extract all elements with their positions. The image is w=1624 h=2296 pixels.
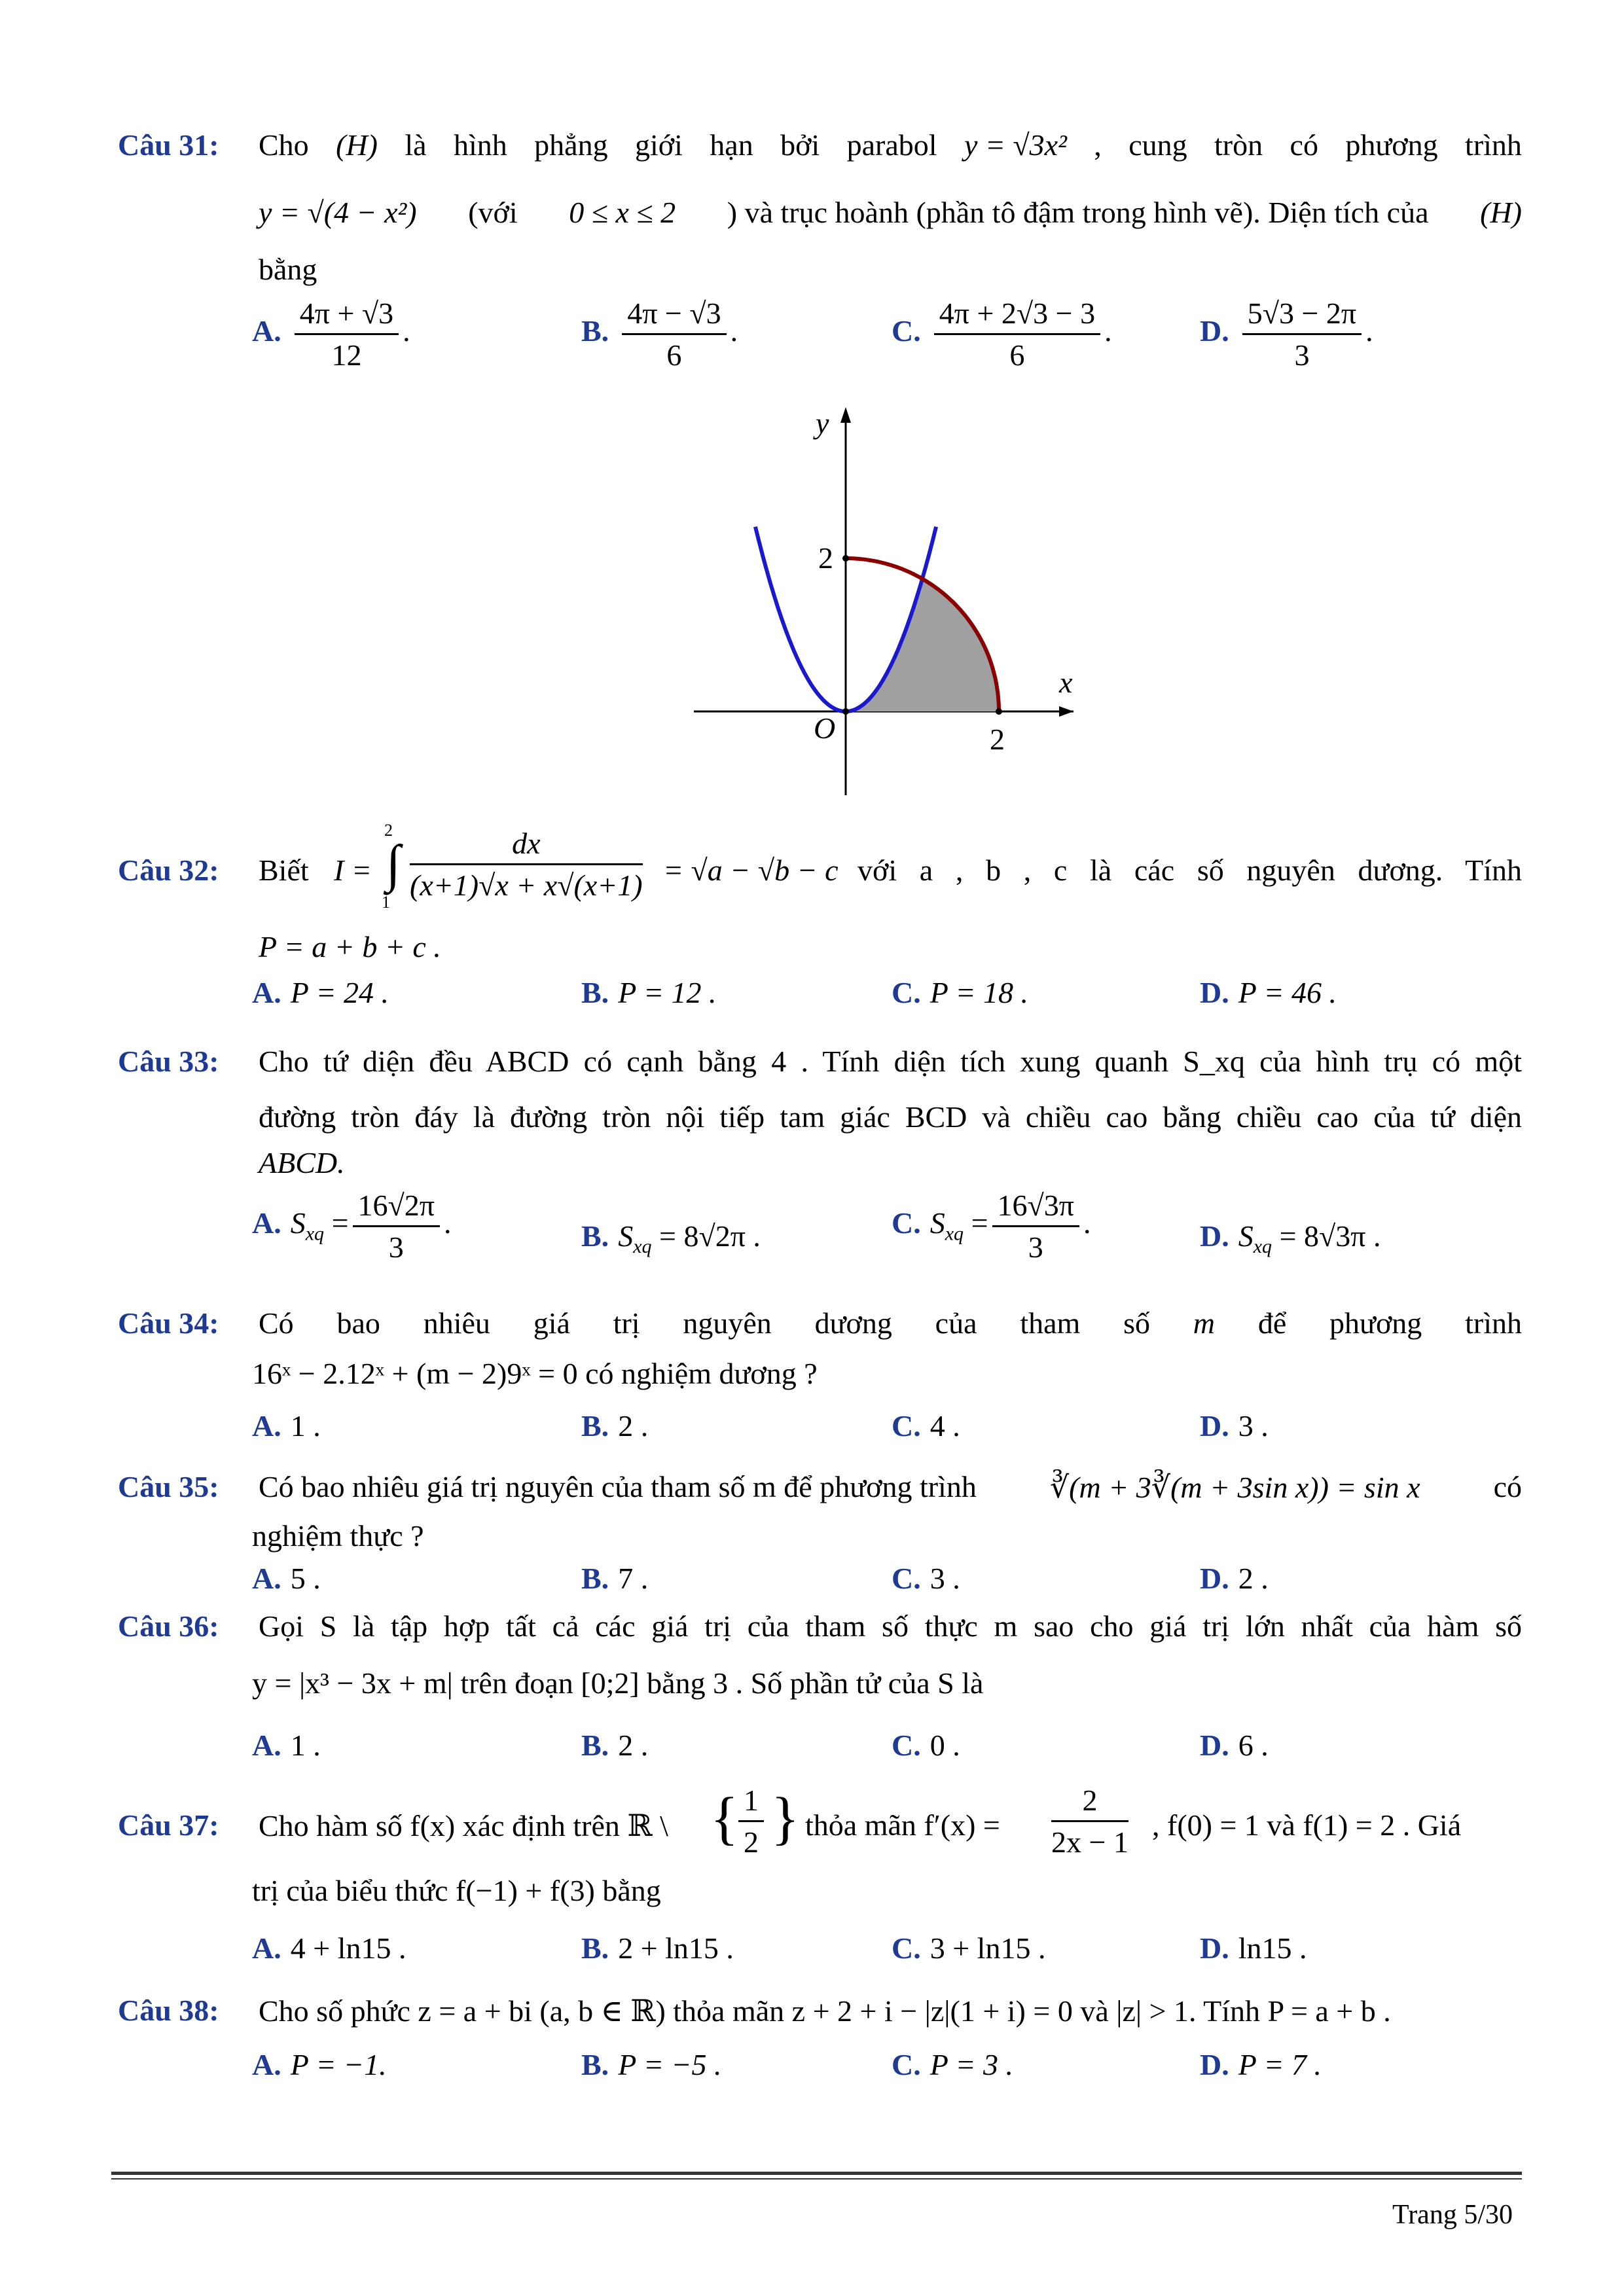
origin-label: O xyxy=(814,711,836,745)
q37-answer-b[interactable]: B. 2 + ln15 . xyxy=(581,1931,734,1965)
x-axis-arrow xyxy=(1059,706,1074,717)
point-x2 xyxy=(996,708,1002,715)
q36-line2: y = |x³ − 3x + m| trên đoạn [0;2] bằng 3 . Số phần tử của S là xyxy=(252,1666,984,1700)
q32-line2: P = a + b + c . xyxy=(259,930,441,963)
x-tick-label: 2 xyxy=(990,723,1005,756)
q31-line1: Cho (H) là hình phẳng giới hạn bởi parabol y = √3x² , cung tròn có phương trình xyxy=(259,128,1522,162)
q34-answer-b[interactable]: B. 2 . xyxy=(581,1409,649,1443)
q32-answer-d[interactable]: D. P = 46 . xyxy=(1200,976,1337,1009)
q35-line1: Có bao nhiêu giá trị nguyên của tham số m để phương trình ∛(m + 3∛(m + 3sin x)) = sin x có xyxy=(259,1470,1522,1504)
q34-line2: 16ˣ − 2.12ˣ + (m − 2)9ˣ = 0 có nghiệm dương ? xyxy=(252,1357,818,1390)
q38-answer-b[interactable]: B. P = −5 . xyxy=(581,2048,722,2081)
q35-answer-b[interactable]: B. 7 . xyxy=(581,1562,649,1595)
x-axis-label: x xyxy=(1059,666,1073,699)
q32-answer-a[interactable]: A. P = 24 . xyxy=(252,976,389,1009)
q35-answer-c[interactable]: C. 3 . xyxy=(892,1562,960,1595)
q34-answer-c[interactable]: C. 4 . xyxy=(892,1409,960,1443)
q36-line1: Gọi S là tập hợp tất cả các giá trị của tham số thực m sao cho giá trị lớn nhất của hàm số xyxy=(259,1609,1522,1643)
q36-number: Câu 36: xyxy=(118,1609,219,1643)
set-fraction: $\frac{1}{2}$ xyxy=(738,1783,764,1859)
q31-answer-c[interactable]: C. $\frac{4\pi + 2√3 - 3}{6}$ . xyxy=(892,296,1112,372)
q37-answer-a[interactable]: A. 4 + ln15 . xyxy=(252,1931,406,1965)
q34-line1: Có bao nhiêu giá trị nguyên dương của tham số m để phương trình xyxy=(259,1306,1522,1340)
q35-line2: nghiệm thực ? xyxy=(252,1519,424,1552)
q36-answer-c[interactable]: C. 0 . xyxy=(892,1729,960,1762)
q37-line1: Cho hàm số f(x) xác định trên ℝ \ { $\frac{1}{2}$ } thỏa mãn f′(x) = $\frac{2}{2x - 1}$ , f(0) = 1 và f(1) = 2 . Giá xyxy=(259,1784,1462,1859)
shaded-region xyxy=(846,579,999,711)
q34-answer-d[interactable]: D. 3 . xyxy=(1200,1409,1269,1443)
q32-integrand: $\frac{dx}{(x+1)√x + x√(x+1)}$ xyxy=(410,827,643,902)
q38-answer-c[interactable]: C. P = 3 . xyxy=(892,2048,1014,2081)
deriv-fraction: $\frac{2}{2x - 1}$ xyxy=(1051,1784,1128,1859)
q33-answer-d[interactable]: D. $S_{xq} = 8√3\pi$ . xyxy=(1200,1219,1381,1258)
q33-line2: đường tròn đáy là đường tròn nội tiếp tam giác BCD và chiều cao bằng chiều cao của tứ diện xyxy=(259,1100,1522,1134)
q32-answer-b[interactable]: B. P = 12 . xyxy=(581,976,717,1009)
q33-answer-a[interactable]: A. $S_{xq}$ = $\frac{16√2\pi}{3}$ . xyxy=(252,1189,452,1264)
q37-line2: trị của biểu thức f(−1) + f(3) bằng xyxy=(252,1874,661,1907)
q31-answer-d[interactable]: D. $\frac{5√3 - 2\pi}{3}$ . xyxy=(1200,296,1373,372)
page-number: Trang 5/30 xyxy=(1392,2200,1513,2230)
q32-answer-c[interactable]: C. P = 18 . xyxy=(892,976,1029,1009)
q32-line1: Biết I = ∫ 2 1 $\frac{dx}{(x+1)√x + x√(x+1)}$ = √a − √b − c với a , b , c là các số nguyên dương. Tính xyxy=(259,821,1522,912)
q31-line3: bằng xyxy=(259,253,317,286)
q33-line1: Cho tứ diện đều ABCD có cạnh bằng 4 . Tính diện tích xung quanh S_xq của hình trụ có một xyxy=(259,1045,1522,1078)
q35-answer-a[interactable]: A. 5 . xyxy=(252,1562,321,1595)
y-tick-label: 2 xyxy=(818,541,833,575)
q38-number: Câu 38: xyxy=(118,1994,219,2027)
q37-answer-c[interactable]: C. 3 + ln15 . xyxy=(892,1931,1046,1965)
q31-line2: y = √(4 − x²) (với 0 ≤ x ≤ 2 ) và trục hoành (phần tô đậm trong hình vẽ). Diện tích của (H) xyxy=(259,196,1522,229)
q33-answer-b[interactable]: B. $S_{xq} = 8√2\pi$ . xyxy=(581,1219,761,1258)
q36-answer-d[interactable]: D. 6 . xyxy=(1200,1729,1269,1762)
q38-line1: Cho số phức z = a + bi (a, b ∈ ℝ) thỏa mãn z + 2 + i − |z|(1 + i) = 0 và |z| > 1. Tính P = a + b . xyxy=(259,1994,1391,2028)
q36-answer-a[interactable]: A. 1 . xyxy=(252,1729,321,1762)
origin-point xyxy=(842,708,849,715)
y-axis-arrow xyxy=(840,407,851,423)
q31-answer-b[interactable]: B. $\frac{4\pi - √3}{6}$ . xyxy=(581,296,738,372)
q33-answer-c[interactable]: C. $S_{xq}$ = $\frac{16√3\pi}{3}$ . xyxy=(892,1189,1091,1264)
integral-sign: ∫ xyxy=(386,835,401,893)
q31-number: Câu 31: xyxy=(118,128,219,162)
q32-number: Câu 32: xyxy=(118,853,219,887)
q35-answer-d[interactable]: D. 2 . xyxy=(1200,1562,1269,1595)
q37-answer-d[interactable]: D. ln15 . xyxy=(1200,1931,1307,1965)
q35-number: Câu 35: xyxy=(118,1470,219,1503)
q36-answer-b[interactable]: B. 2 . xyxy=(581,1729,649,1762)
q38-answer-d[interactable]: D. P = 7 . xyxy=(1200,2048,1322,2081)
point-y2 xyxy=(842,555,849,562)
footer-rule xyxy=(111,2172,1522,2175)
q33-line3: ABCD. xyxy=(259,1146,345,1179)
q31-answer-a[interactable]: A. $\frac{4\pi + √3}{12}$ . xyxy=(252,296,410,372)
q37-number: Câu 37: xyxy=(118,1808,219,1842)
q34-number: Câu 34: xyxy=(118,1306,219,1340)
q34-answer-a[interactable]: A. 1 . xyxy=(252,1409,321,1443)
q31-figure xyxy=(681,393,1100,798)
footer-rule-thin xyxy=(111,2178,1522,2179)
y-axis-label: y xyxy=(816,406,829,440)
q33-number: Câu 33: xyxy=(118,1045,219,1078)
q38-answer-a[interactable]: A. P = −1. xyxy=(252,2048,387,2081)
